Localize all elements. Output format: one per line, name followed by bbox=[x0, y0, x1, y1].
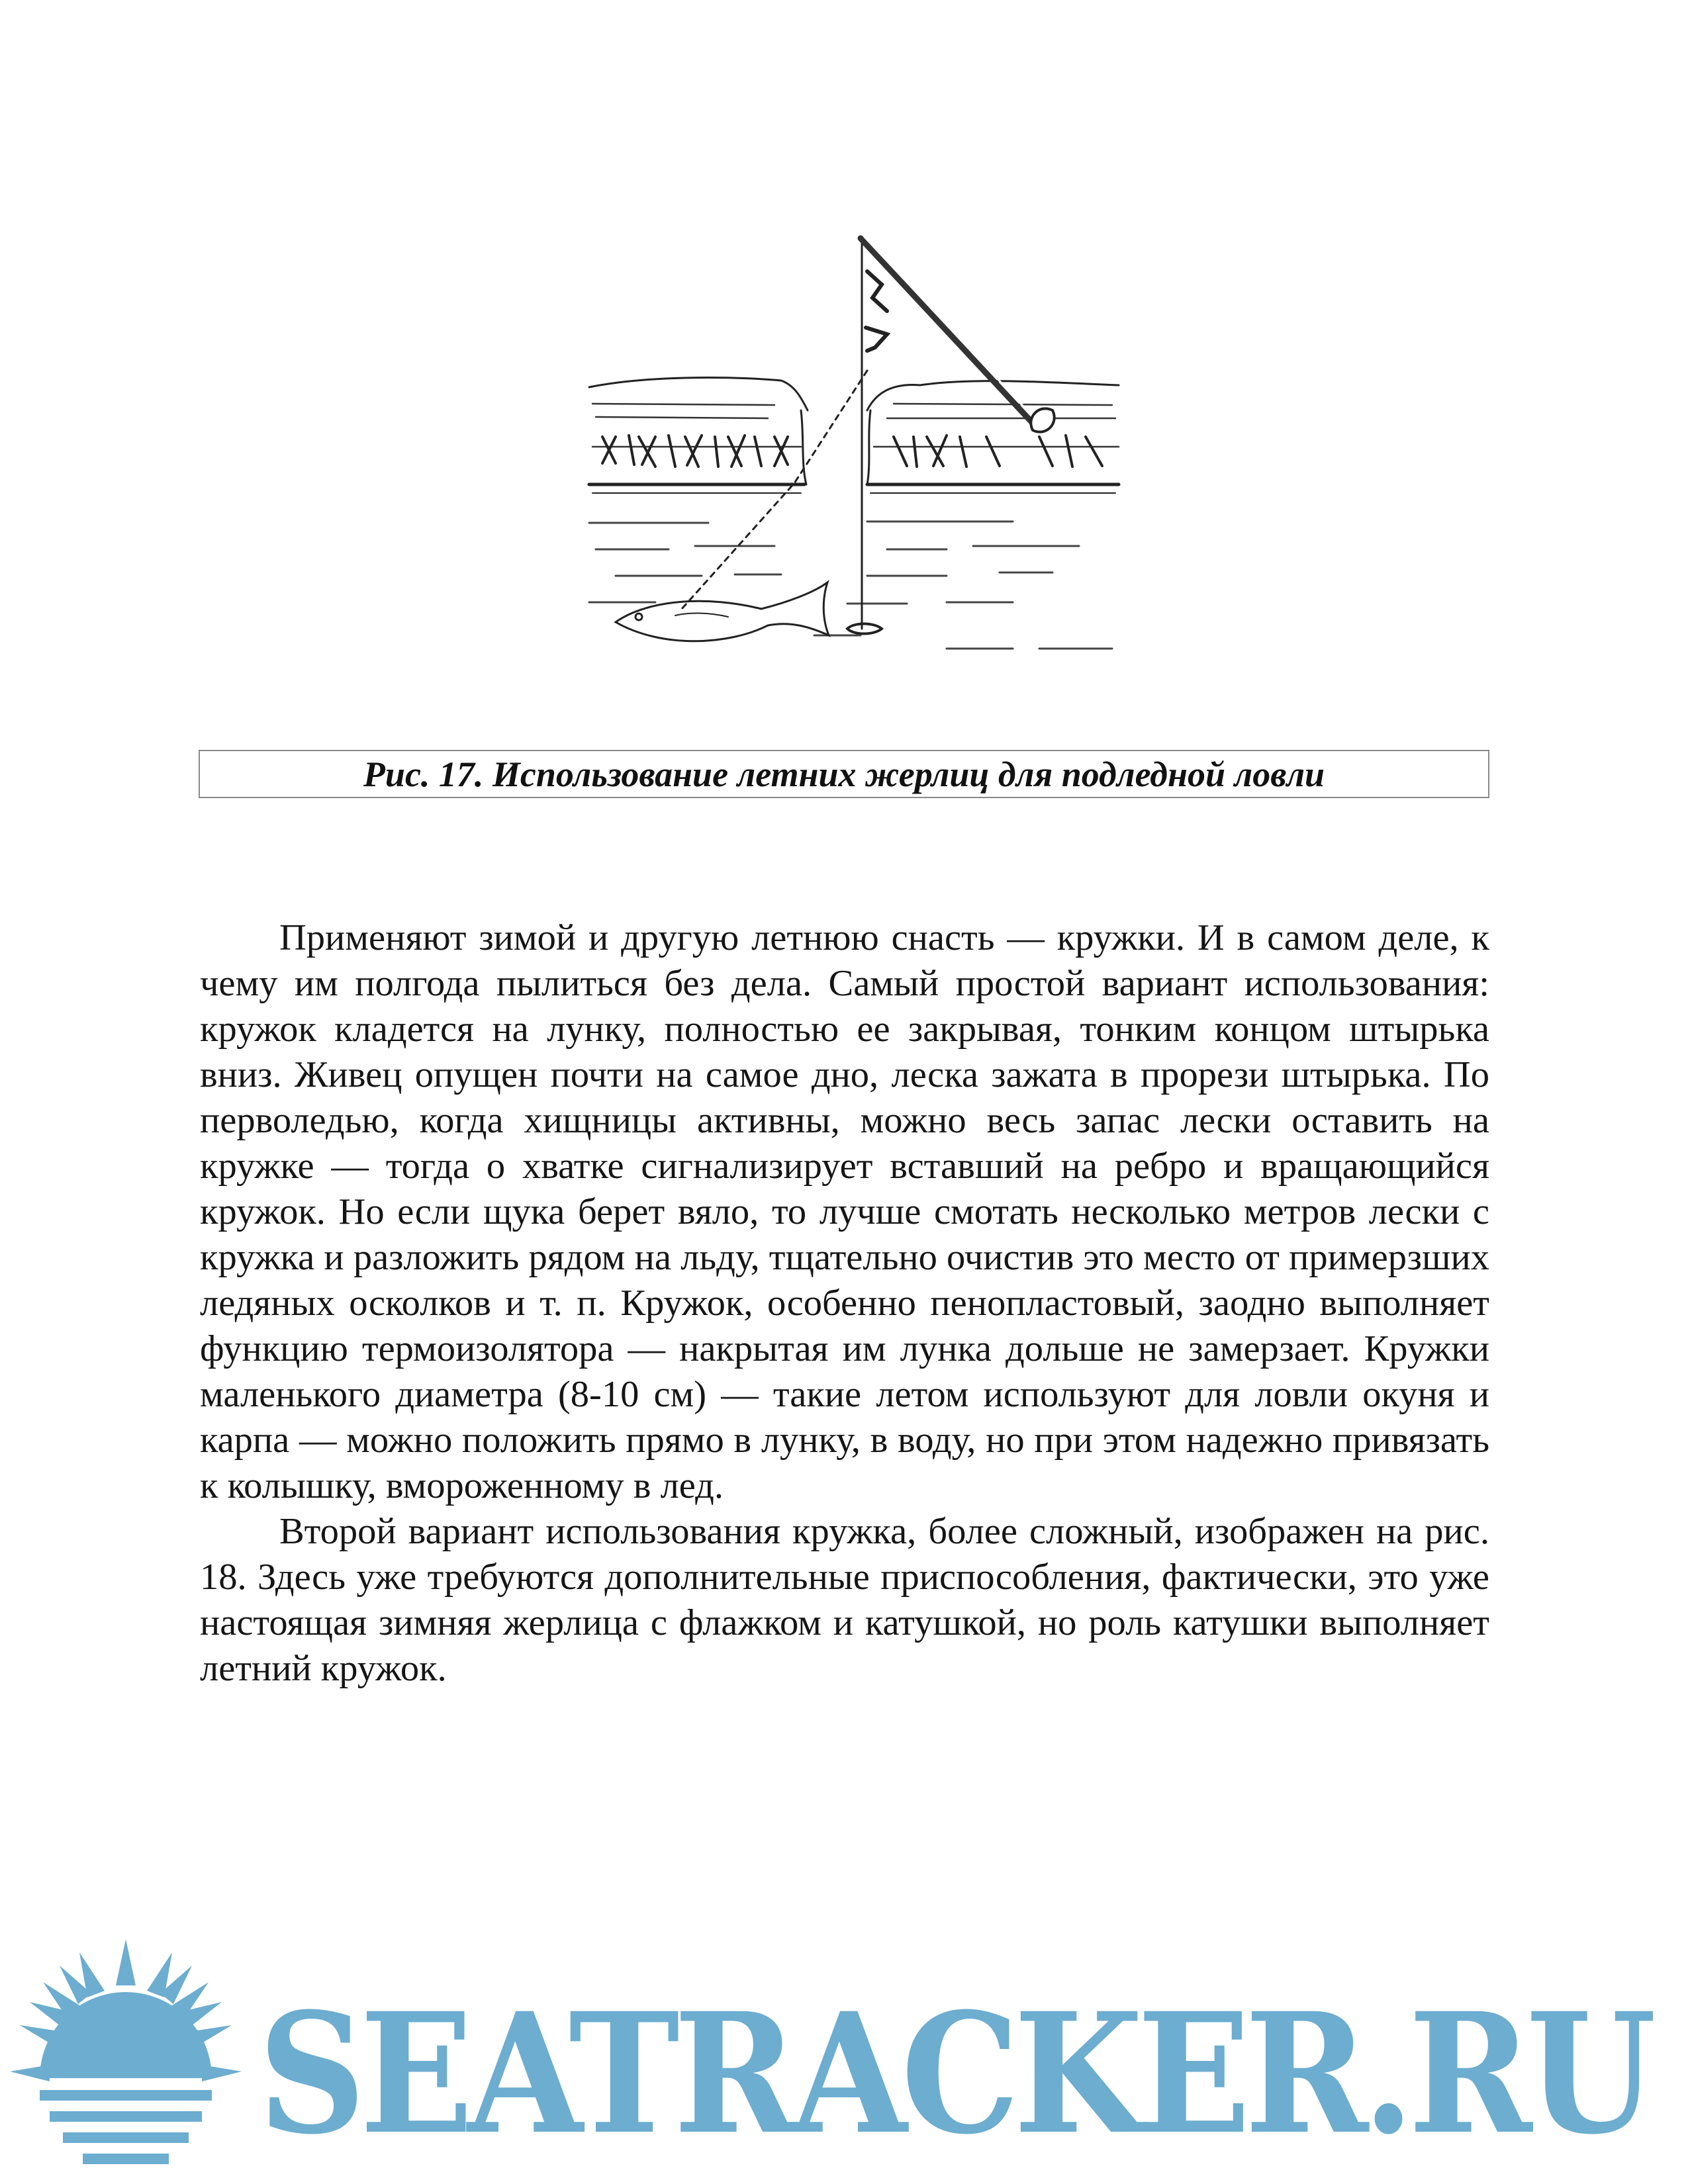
figure-caption-box bbox=[199, 750, 1489, 798]
paragraph: Применяют зимой и другую летнюю снасть — кружки. И в самом деле, к чему им полгода пылиться без дела. Самый простой вариант использования: кружок кладется на лунку, полностью ее закрывая, тонким концом штырька вниз. Живец опущен почти на самое дно, леска зажата в прорези штырька. По перволедью, когда хищницы активны, можно весь запас лески оставить на кружке — тогда о хватке сигнализирует вставший на ребро и вращающийся кружок. Но если щука берет вяло, то лучше смотать несколько метров лески с кружка и разложить рядом на льду, тщательно очистив это место от примерзших ледяных осколков и т. п. Кружок, особенно пенопластовый, заодно выполняет функцию термоизолятора — накрытая им лунка дольше не замерзает. Кружки маленького диаметра (8-10 см) — такие летом используют для ловли окуня и карпа — можно положить прямо в лунку, в воду, но при этом надежно привязать к колышку, вмороженному в лед. bbox=[200, 917, 1489, 1506]
body-text bbox=[200, 915, 1489, 1692]
watermark-text: SEATRACKER.RU bbox=[258, 1976, 1650, 2171]
fishing-illustration bbox=[576, 212, 1132, 675]
paragraph: Второй вариант использования кружка, более сложный, изображен на рис. 18. Здесь уже требуются дополнительные приспособления, фактически, это уже настоящая зимняя жерлица с флажком и катушкой, но роль катушки выполняет летний кружок. bbox=[200, 1511, 1489, 1689]
figure-caption: Рис. 17. Использование летних жерлиц для подледной ловли bbox=[363, 754, 1325, 794]
